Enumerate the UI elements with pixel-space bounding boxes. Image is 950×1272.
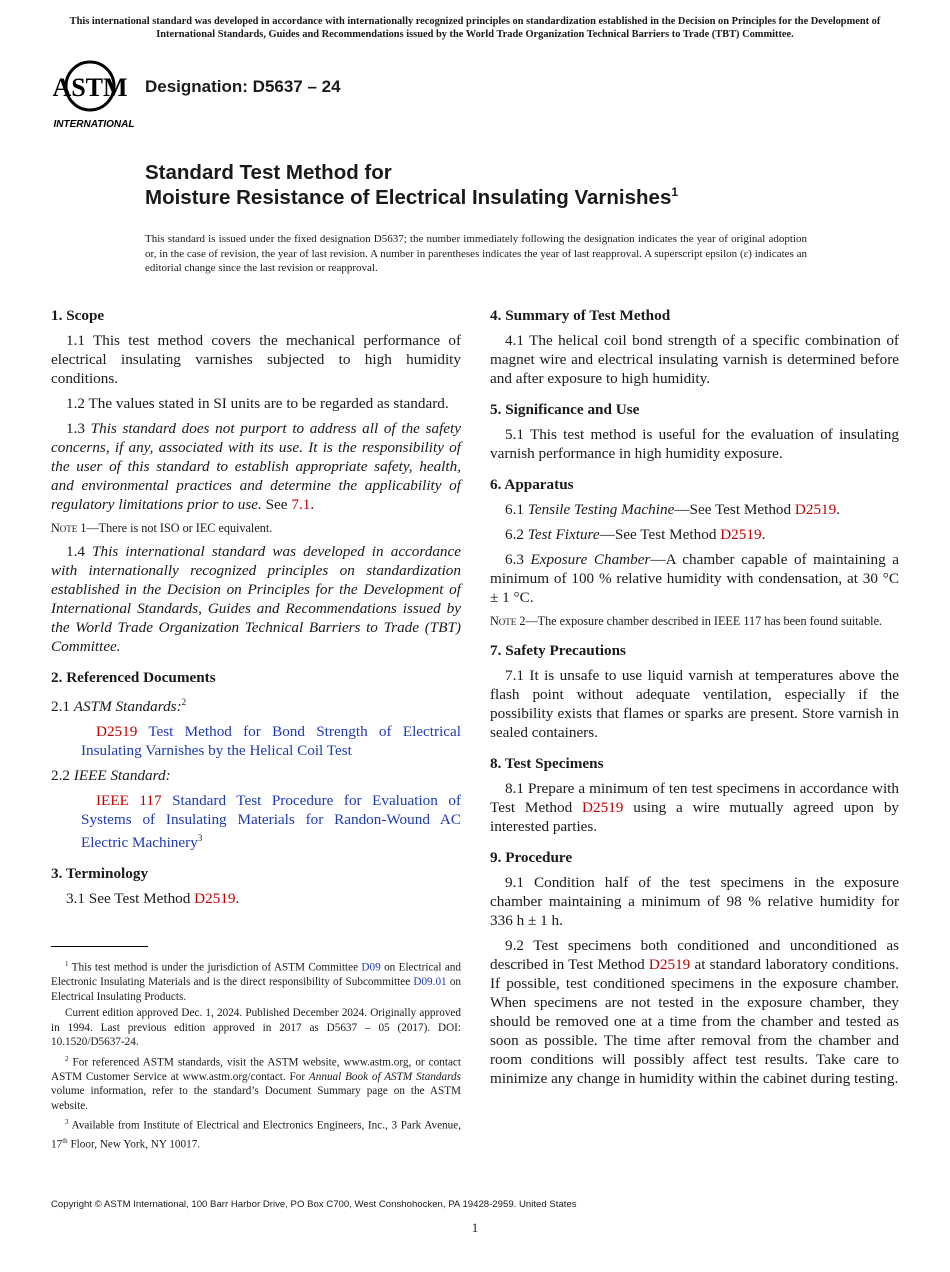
section-significance xyxy=(490,400,899,463)
logo-org: INTERNATIONAL xyxy=(53,119,135,130)
note-1: Note 1—There is not ISO or IEC equivalent. xyxy=(51,521,273,535)
paragraph-4-1: 4.1 The helical coil bond strength of a specific combination of magnet wire and electrical insulating varnish is determined before and after exposure to high humidity. xyxy=(490,332,899,387)
ref-title-link[interactable]: Standard Test Procedure for Evaluation of Systems of Insulating Materials for Randon-Wound AC Electric Machinery xyxy=(81,792,461,852)
link-d09-01[interactable]: D09.01 xyxy=(413,976,447,989)
reference-d2519[interactable] xyxy=(51,722,461,760)
left-column xyxy=(51,306,461,920)
section-terminology xyxy=(51,864,461,908)
paragraph-2-2: 2.2 IEEE Standard: xyxy=(51,767,171,785)
link-d2519[interactable]: D2519 xyxy=(794,501,837,518)
title-footnote-ref[interactable]: 1 xyxy=(671,185,679,199)
ref-title-link[interactable]: Test Method for Bond Strength of Electrical Insulating Varnishes by the Helical Coil Test xyxy=(81,723,461,760)
right-column xyxy=(490,306,899,1100)
document-title xyxy=(145,160,678,213)
link-d09[interactable]: D09 xyxy=(361,961,381,974)
footnotes xyxy=(51,957,461,1154)
logo-letters: ASTM xyxy=(52,73,128,102)
section-scope xyxy=(51,306,461,656)
paragraph-6-1: 6.1 Tensile Testing Machine—See Test Method D2519. xyxy=(505,501,841,518)
section-heading: 5. Significance and Use xyxy=(490,401,640,418)
section-summary xyxy=(490,306,899,388)
section-heading: 1. Scope xyxy=(51,307,105,324)
footnote-3: $^3$ Available from Institute of Electrical and Electronics Engineers, Inc., 3 Park Avenue, 17th Floor, New York, NY 10017. xyxy=(51,1118,461,1151)
paragraph-9-2: 9.2 Test specimens both conditioned and unconditioned as described in Test Method D2519 at standard laboratory conditions. If possible, test conditioned specimens in the exposure chamber. When specimens are not tested in the exposure chamber, they should be removed one at a time from the chamber and tested as soon as possible. The time after removal from the chamber and room conditions will possibly affect test results. Take care to minimize any change in humidity within the cabinet during testing. xyxy=(490,937,900,1087)
link-d2519[interactable]: D2519 xyxy=(648,956,691,973)
paragraph-8-1: 8.1 Prepare a minimum of ten test specimens in accordance with Test Method D2519 using a wire mutually agreed upon by interested parties. xyxy=(490,780,900,835)
paragraph-1-3: 1.3 This standard does not purport to address all of the safety concerns, if any, associated with its use. It is the responsibility of the user of this standard to establish appropriate safety, health, and environmental practices and determine the applicability of regulatory limitations prior to use. See 7.1. xyxy=(51,420,462,513)
footnote-2: $^2$ For referenced ASTM standards, visit the ASTM website, www.astm.org, or contact ASTM Customer Service at www.astm.org/contact. For Annual Book of ASTM Standards volume information, refer to the standard’s Document Summary page on the ASTM website. xyxy=(51,1054,461,1112)
section-heading: 6. Apparatus xyxy=(490,476,574,493)
section-safety xyxy=(490,641,899,742)
paragraph-1-1: 1.1 This test method covers the mechanical performance of electrical insulating varnishes subjected to high humidity conditions. xyxy=(51,332,461,387)
section-apparatus xyxy=(490,475,899,629)
paragraph-1-2: 1.2 The values stated in SI units are to be regarded as standard. xyxy=(66,395,449,412)
section-heading: 4. Summary of Test Method xyxy=(490,307,671,324)
designation: Designation: D5637 – 24 xyxy=(145,77,341,96)
section-heading: 8. Test Specimens xyxy=(490,755,604,772)
footnote-divider xyxy=(51,946,148,947)
section-heading: 2. Referenced Documents xyxy=(51,669,216,686)
ref-code: IEEE 117 xyxy=(96,792,162,810)
section-test-specimens xyxy=(490,754,899,836)
ref-code: D2519 xyxy=(96,723,138,741)
link-7-1[interactable]: 7.1 xyxy=(291,496,311,513)
footnote-1-edition: Current edition approved Dec. 1, 2024. Published December 2024. Originally approved in 1994. Last previous edition approved in 2017 as D5637 – 05 (2017). DOI: 10.1520/D5637-24. xyxy=(51,1007,461,1049)
paragraph-5-1: 5.1 This test method is useful for the evaluation of insulating varnish performance in high humidity exposure. xyxy=(490,426,899,462)
designation-notice: This standard is issued under the fixed designation D5637; the number immediately following the designation indicates the year of original adoption or, in the case of revision, the year of last revision. A number in parentheses indicates the year of last reapproval. A superscript epsilon (ε) indicates an editorial change since the last revision or reapproval. xyxy=(145,233,807,274)
paragraph-6-3: 6.3 Exposure Chamber—A chamber capable of maintaining a minimum of 100 % relative humidity with condensation, at 30 °C ± 1 °C. xyxy=(490,551,900,606)
paragraph-7-1: 7.1 It is unsafe to use liquid varnish at temperatures above the flash point without adequate ventilation, especially if the possibility exists that flames or sparks are present. Store varnish in sealed containers. xyxy=(490,667,899,741)
paragraph-2-1: 2.1 ASTM Standards:$^2$ xyxy=(51,697,187,716)
section-heading: 3. Terminology xyxy=(51,865,149,883)
footnote-1: $^1$ This test method is under the jurisdiction of ASTM Committee D09 on Electrical and Electronic Insulating Materials and is the direct responsibility of Subcommittee D09.01 on Electrical Insulating Products. xyxy=(51,960,462,1003)
note-2: Note 2—The exposure chamber described in IEEE 117 has been found suitable. xyxy=(490,614,883,628)
link-d2519[interactable]: D2519 xyxy=(582,799,624,816)
link-d2519[interactable]: D2519 xyxy=(194,890,236,908)
section-heading: 9. Procedure xyxy=(490,849,573,866)
paragraph-9-1: 9.1 Condition half of the test specimens in the exposure chamber maintaining a minimum of 98 % relative humidity for 336 h ± 1 h. xyxy=(490,874,899,929)
section-heading: 7. Safety Precautions xyxy=(490,642,626,659)
link-d2519[interactable]: D2519 xyxy=(720,526,762,543)
page-number: 1 xyxy=(471,1220,479,1235)
tbt-notice: This international standard was developed in accordance with internationally recognized principles on standardization established in the Decision on Principles for the Development of International Standards, Guides and Recommendations issued by the World Trade Organization Technical Barriers to Trade (TBT) Committee. xyxy=(69,16,881,40)
paragraph-3-1: 3.1 See Test Method D2519. xyxy=(66,890,240,908)
title-line-2: Moisture Resistance of Electrical Insulating Varnishes xyxy=(145,186,672,209)
reference-ieee-117[interactable]: IEEE 117 Standard Test Procedure for Evaluation of Systems of Insulating Materials for Randon-Wound AC Electric Machinery$^3$ xyxy=(81,792,461,852)
title-line-1: Standard Test Method for xyxy=(145,161,392,184)
paragraph-1-4: 1.4 This international standard was developed in accordance with internationally recognized principles on standardization established in the Decision on Principles for the Development of International Standards, Guides and Recommendations issued by the World Trade Organization Technical Barriers to Trade (TBT) Committee. xyxy=(51,543,462,655)
section-referenced-documents xyxy=(51,668,461,852)
astm-logo-icon xyxy=(52,56,136,130)
copyright: Copyright © ASTM International, 100 Barr Harbor Drive, PO Box C700, West Conshohocken, PA 19428-2959. United States xyxy=(51,1199,577,1210)
paragraph-6-2: 6.2 Test Fixture—See Test Method D2519. xyxy=(505,526,766,543)
section-procedure xyxy=(490,848,899,1088)
